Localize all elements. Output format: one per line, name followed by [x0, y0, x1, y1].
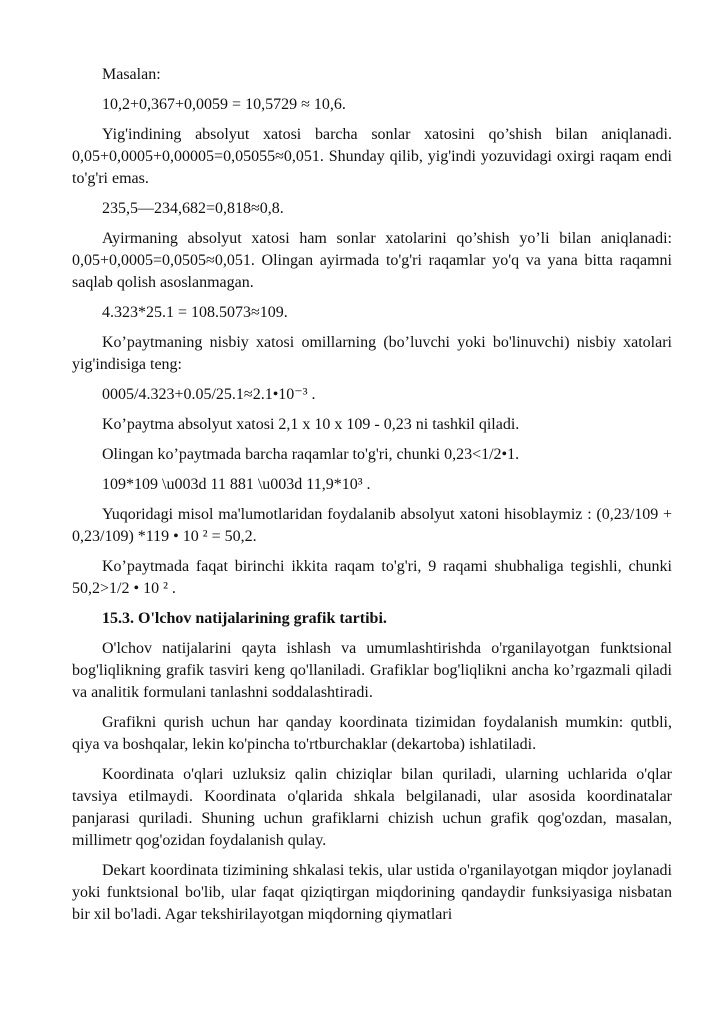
- graph-intro-paragraph: O'lchov natijalarini qayta ishlash va umumlashtirishda o'rganilayotgan funktsional bog'liqlikning grafik tasviri keng qo'llaniladi. Grafiklar bog'liqlikni ancha ko’rgazmali qiladi va analitik formulani tanlashni soddalashtiradi.: [72, 640, 672, 701]
- document-page: [72, 64, 672, 934]
- example-label: Masalan:: [102, 66, 161, 83]
- difference-formula: 235,5—234,682=0,818≈0,8.: [102, 200, 284, 217]
- doubtful-digit-paragraph: Ko’paytmada faqat birinchi ikkita raqam to'g'ri, 9 raqami shubhaliga tegishli, chunki 50,2>1/2 • 10 ² .: [72, 558, 672, 597]
- product-relative-error-paragraph: Ko’paytmaning nisbiy xatosi omillarning (bo’luvchi yoki bo'linuvchi) nisbiy xatolari yig'indisiga teng:: [72, 334, 672, 373]
- cartesian-scale-paragraph: Dekart koordinata tizimining shkalasi tekis, ular ustida o'rganilayotgan miqdor joylanadi yoki funktsional bo'lib, ular faqat qiziqtirgan miqdorining qandaydir funksiyasiga nisbatan bir xil bo'ladi. Agar tekshirilayotgan miqdorning qiymatlari: [72, 862, 672, 923]
- section-heading: 15.3. O'lchov natijalarining grafik tartibi.: [102, 610, 387, 627]
- relative-error-formula: 0005/4.323+0.05/25.1≈2.1•10⁻³ .: [102, 386, 316, 403]
- difference-error-paragraph: Ayirmaning absolyut xatosi ham sonlar xatolarini qo’shish yo’li bilan aniqlanadi: 0,05+0,0005=0,0505≈0,051. Olingan ayirmada to'g'ri raqamlar yo'q va yana bitta raqamni saqlab qolish asoslanmagan.: [72, 230, 672, 291]
- absolute-error-line: Ko’paytma absolyut xatosi 2,1 x 10 x 109 - 0,23 ni tashkil qiladi.: [102, 416, 520, 433]
- square-formula: 109*109 \u003d 11 881 \u003d 11,9*10³ .: [102, 476, 371, 493]
- axes-paragraph: Koordinata o'qlari uzluksiz qalin chiziqlar bilan quriladi, ularning uchlarida o'qlar tavsiya etilmaydi. Koordinata o'qlarida shkala belgilanadi, ular asosida koordinatalar panjarasi quriladi. Shuning uchun grafiklarni chizish uchun grafik qog'ozdan, masalan, millimetr qog'ozidan foydalanish qulay.: [72, 766, 672, 849]
- correct-digits-line: Olingan ko’paytmada barcha raqamlar to'g'ri, chunki 0,23<1/2•1.: [102, 446, 520, 463]
- sum-formula: 10,2+0,367+0,0059 = 10,5729 ≈ 10,6.: [102, 96, 346, 113]
- absolute-error-calc-paragraph: Yuqoridagi misol ma'lumotlaridan foydalanib absolyut xatoni hisoblaymiz : (0,23/109 + 0,23/109) *119 • 10 ² = 50,2.: [72, 506, 672, 545]
- product-formula: 4.323*25.1 = 108.5073≈109.: [102, 304, 288, 321]
- sum-error-paragraph: Yig'indining absolyut xatosi barcha sonlar xatosini qo’shish bilan aniqlanadi. 0,05+0,0005+0,00005=0,05055≈0,051. Shunday qilib, yig'indi yozuvidagi oxirgi raqam endi to'g'ri emas.: [72, 126, 672, 187]
- coordinate-system-paragraph: Grafikni qurish uchun har qanday koordinata tizimidan foydalanish mumkin: qutbli, qiya va boshqalar, lekin ko'pincha to'rtburchaklar (dekartoba) ishlatiladi.: [72, 714, 672, 753]
